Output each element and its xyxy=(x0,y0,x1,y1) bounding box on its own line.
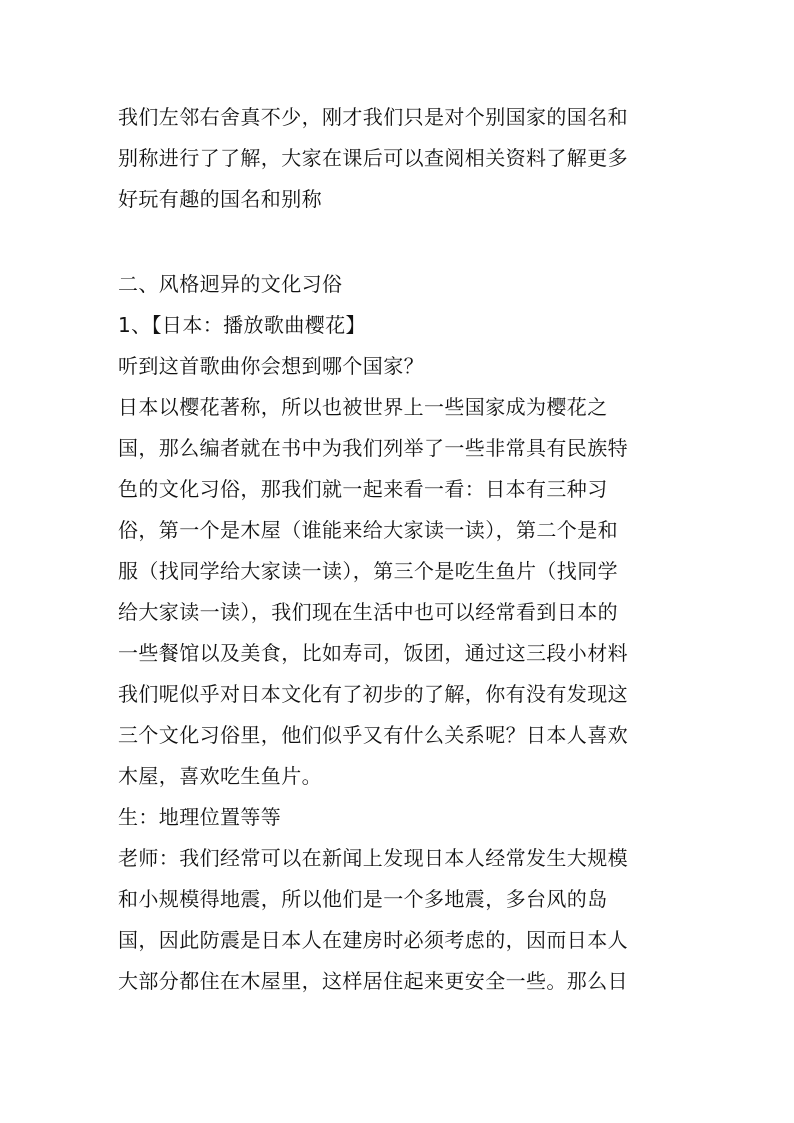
text-line: 一些餐馆以及美食，比如寿司，饭团，通过这三段小材料 xyxy=(118,641,628,665)
text-line: 给大家读一读），我们现在生活中也可以经常看到日本的 xyxy=(118,600,618,624)
text-line: 色的文化习俗，那我们就一起来看一看：日本有三种习 xyxy=(118,477,608,501)
text-line: 老师：我们经常可以在新闻上发现日本人经常发生大规模 xyxy=(118,846,628,870)
intro-paragraph xyxy=(118,97,678,220)
text-line: 国，那么编者就在书中为我们列举了一些非常具有民族特 xyxy=(118,436,628,460)
text-line: 和小规模得地震，所以他们是一个多地震，多台风的岛 xyxy=(118,887,608,911)
text-line: 日本以樱花著称，所以也被世界上一些国家成为樱花之 xyxy=(118,395,608,419)
text-line: 服（找同学给大家读一读），第三个是吃生鱼片（找同学 xyxy=(118,559,618,583)
text-line: 国，因此防震是日本人在建房时必须考虑的，因而日本人 xyxy=(118,928,628,952)
text-line: 我们呢似乎对日本文化有了初步的了解，你有没有发现这 xyxy=(118,682,628,706)
text-line: 好玩有趣的国名和别称 xyxy=(118,187,322,211)
text-line: 大部分都住在木屋里，这样居住起来更安全一些。那么日 xyxy=(118,969,628,993)
section-2 xyxy=(118,264,678,1002)
question-line: 听到这首歌曲你会想到哪个国家？ xyxy=(118,354,424,378)
text-line: 三个文化习俗里，他们似乎又有什么关系呢？日本人喜欢 xyxy=(118,723,628,747)
text-line: 木屋，喜欢吃生鱼片。 xyxy=(118,764,322,788)
text-line: 别称进行了了解，大家在课后可以查阅相关资料了解更多 xyxy=(118,146,628,170)
student-answer-line: 生：地理位置等等 xyxy=(118,805,282,829)
text-line: 俗，第一个是木屋（谁能来给大家读一读），第二个是和 xyxy=(118,518,618,542)
section-heading: 二、风格迥异的文化习俗 xyxy=(118,272,343,296)
text-line: 我们左邻右舍真不少，刚才我们只是对个别国家的国名和 xyxy=(118,105,628,129)
item-1-heading: 1、【日本：播放歌曲樱花】 xyxy=(118,313,366,337)
